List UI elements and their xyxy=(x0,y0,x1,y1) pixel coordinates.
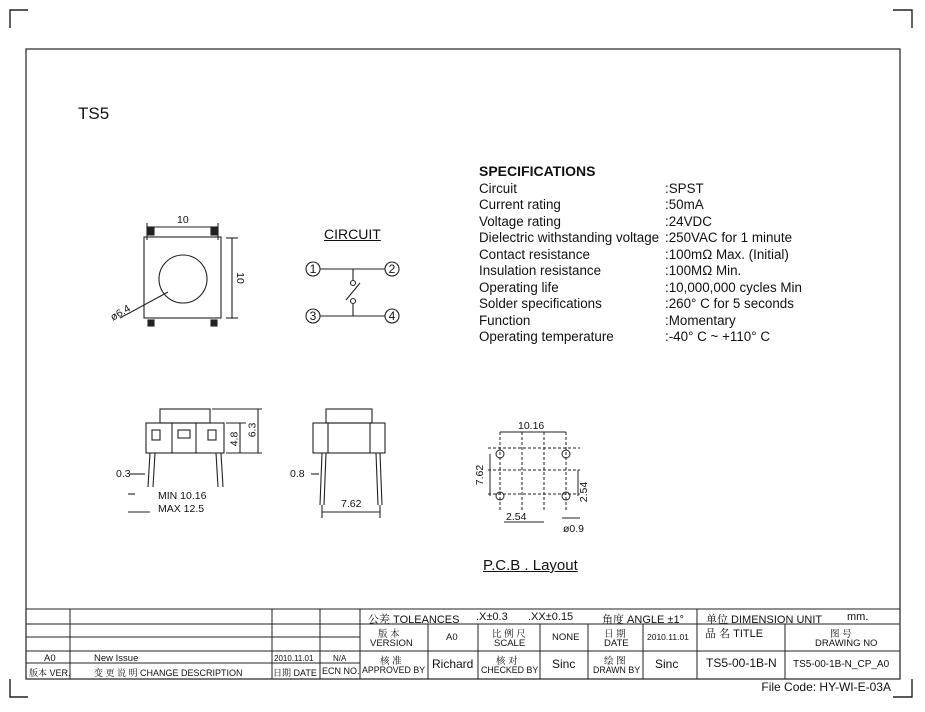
dim-top-height: 10 xyxy=(233,272,246,284)
dimension-unit-label: 单位 DIMENSION UNIT xyxy=(706,614,823,626)
spec-value: :24VDC xyxy=(665,214,712,229)
date-label-cn: 日 期 xyxy=(604,629,626,640)
header-ecn: ECN NO. xyxy=(322,666,360,676)
approved-label-cn: 核 准 xyxy=(380,656,402,667)
tolerance-label: 公差 TOLEANCES xyxy=(368,614,460,626)
spec-key: Circuit xyxy=(479,181,517,196)
dim-lead-width: 0.3 xyxy=(116,468,131,480)
dim-pcb-pitch-horizontal: 2.54 xyxy=(506,511,527,523)
spec-key: Voltage rating xyxy=(479,214,561,229)
circuit-pin-2: 2 xyxy=(388,262,396,276)
checked-label-cn: 核 对 xyxy=(496,656,518,667)
date-value: 2010.11.01 xyxy=(647,632,689,642)
header-change-description: 变 更 说 明 CHANGE DESCRIPTION xyxy=(94,668,243,678)
drawn-label-cn: 绘 图 xyxy=(604,656,626,667)
angle-tolerance: 角度 ANGLE ±1° xyxy=(602,614,684,626)
header-version: 版本 VER. xyxy=(29,668,71,678)
dim-button-dia: ø6.4 xyxy=(108,302,133,324)
scale-value: NONE xyxy=(552,632,580,643)
rev-date: 2010.11.01 xyxy=(274,654,314,663)
dim-pcb-hole: ø0.9 xyxy=(563,523,585,535)
circuit-diagram xyxy=(306,262,399,323)
spec-value: :SPST xyxy=(665,181,704,196)
drawing-no-value: TS5-00-1B-N_CP_A0 xyxy=(793,659,890,670)
version-label-en: VERSION xyxy=(370,638,413,649)
scale-label-en: SCALE xyxy=(494,638,526,649)
header-date: 日期 DATE xyxy=(273,668,317,678)
dim-pin-pitch: 7.62 xyxy=(341,498,362,510)
title-value: TS5-00-1B-N xyxy=(706,656,777,670)
approved-label-en: APPROVED BY xyxy=(362,665,426,675)
drawing-no-label-cn: 图 号 xyxy=(830,629,852,640)
checked-label-en: CHECKED BY xyxy=(481,665,539,675)
spec-value: :100mΩ Max. (Initial) xyxy=(665,247,789,262)
spec-key: Current rating xyxy=(479,197,561,212)
spec-key: Function xyxy=(479,313,531,328)
corner-marks xyxy=(10,10,912,697)
dim-pcb-width: 10.16 xyxy=(518,420,545,432)
drawn-value: Sinc xyxy=(655,657,679,671)
dim-max-span: MAX 12.5 xyxy=(158,503,205,515)
rev-ecn: N/A xyxy=(333,654,347,663)
date-label-en: DATE xyxy=(604,638,629,649)
spec-value: :50mA xyxy=(665,197,704,212)
spec-key: Operating temperature xyxy=(479,329,614,344)
rev-description: New Issue xyxy=(94,653,139,664)
drawing-no-label-en: DRAWING NO xyxy=(815,638,878,649)
spec-key: Insulation resistance xyxy=(479,263,602,278)
dim-min-span: MIN 10.16 xyxy=(158,490,207,502)
spec-value: :250VAC for 1 minute xyxy=(665,230,793,245)
spec-key: Dielectric withstanding voltage xyxy=(479,230,660,245)
version-label-cn: 版 本 xyxy=(378,629,400,640)
top-view xyxy=(120,223,238,326)
dim-lead-width-2: 0.8 xyxy=(290,468,305,480)
title-label: 品 名 TITLE xyxy=(705,628,764,640)
checked-value: Sinc xyxy=(552,657,576,671)
spec-value: :-40° C ~ +110° C xyxy=(665,329,770,344)
spec-value: :10,000,000 cycles Min xyxy=(665,280,802,295)
dim-side-h2: 6.3 xyxy=(246,422,259,438)
spec-key: Operating life xyxy=(479,280,559,295)
dim-side-h1: 4.8 xyxy=(228,431,241,447)
pcb-layout xyxy=(488,432,580,522)
version-value: A0 xyxy=(446,632,458,643)
dim-pcb-height: 7.62 xyxy=(474,464,487,486)
rev-version: A0 xyxy=(44,653,56,664)
circuit-pin-1: 1 xyxy=(309,262,317,276)
tolerance-xx: .XX±0.15 xyxy=(528,611,574,623)
tolerance-x: .X±0.3 xyxy=(476,611,508,623)
file-code: File Code: HY-WI-E-03A xyxy=(761,680,891,694)
approved-value: Richard xyxy=(432,657,474,671)
circuit-pin-3: 3 xyxy=(309,309,317,323)
drawn-label-en: DRAWN BY xyxy=(593,665,641,675)
sheet-border xyxy=(26,49,900,679)
spec-value: :100MΩ Min. xyxy=(665,263,742,278)
dimension-unit-value: mm. xyxy=(847,611,869,623)
scale-label-cn: 比 例 尺 xyxy=(492,629,526,640)
spec-key: Contact resistance xyxy=(479,247,590,262)
pcb-layout-label: P.C.B . Layout xyxy=(483,557,578,574)
spec-value: :Momentary xyxy=(665,313,736,328)
part-title: TS5 xyxy=(78,104,110,123)
dim-top-width: 10 xyxy=(177,214,189,226)
spec-value: :260° C for 5 seconds xyxy=(665,296,794,311)
dim-pcb-pitch-vertical: 2.54 xyxy=(578,481,591,503)
spec-key: Solder specifications xyxy=(479,296,602,311)
specifications-heading: SPECIFICATIONS xyxy=(479,163,596,179)
circuit-pin-4: 4 xyxy=(388,309,396,323)
circuit-label: CIRCUIT xyxy=(324,226,381,242)
